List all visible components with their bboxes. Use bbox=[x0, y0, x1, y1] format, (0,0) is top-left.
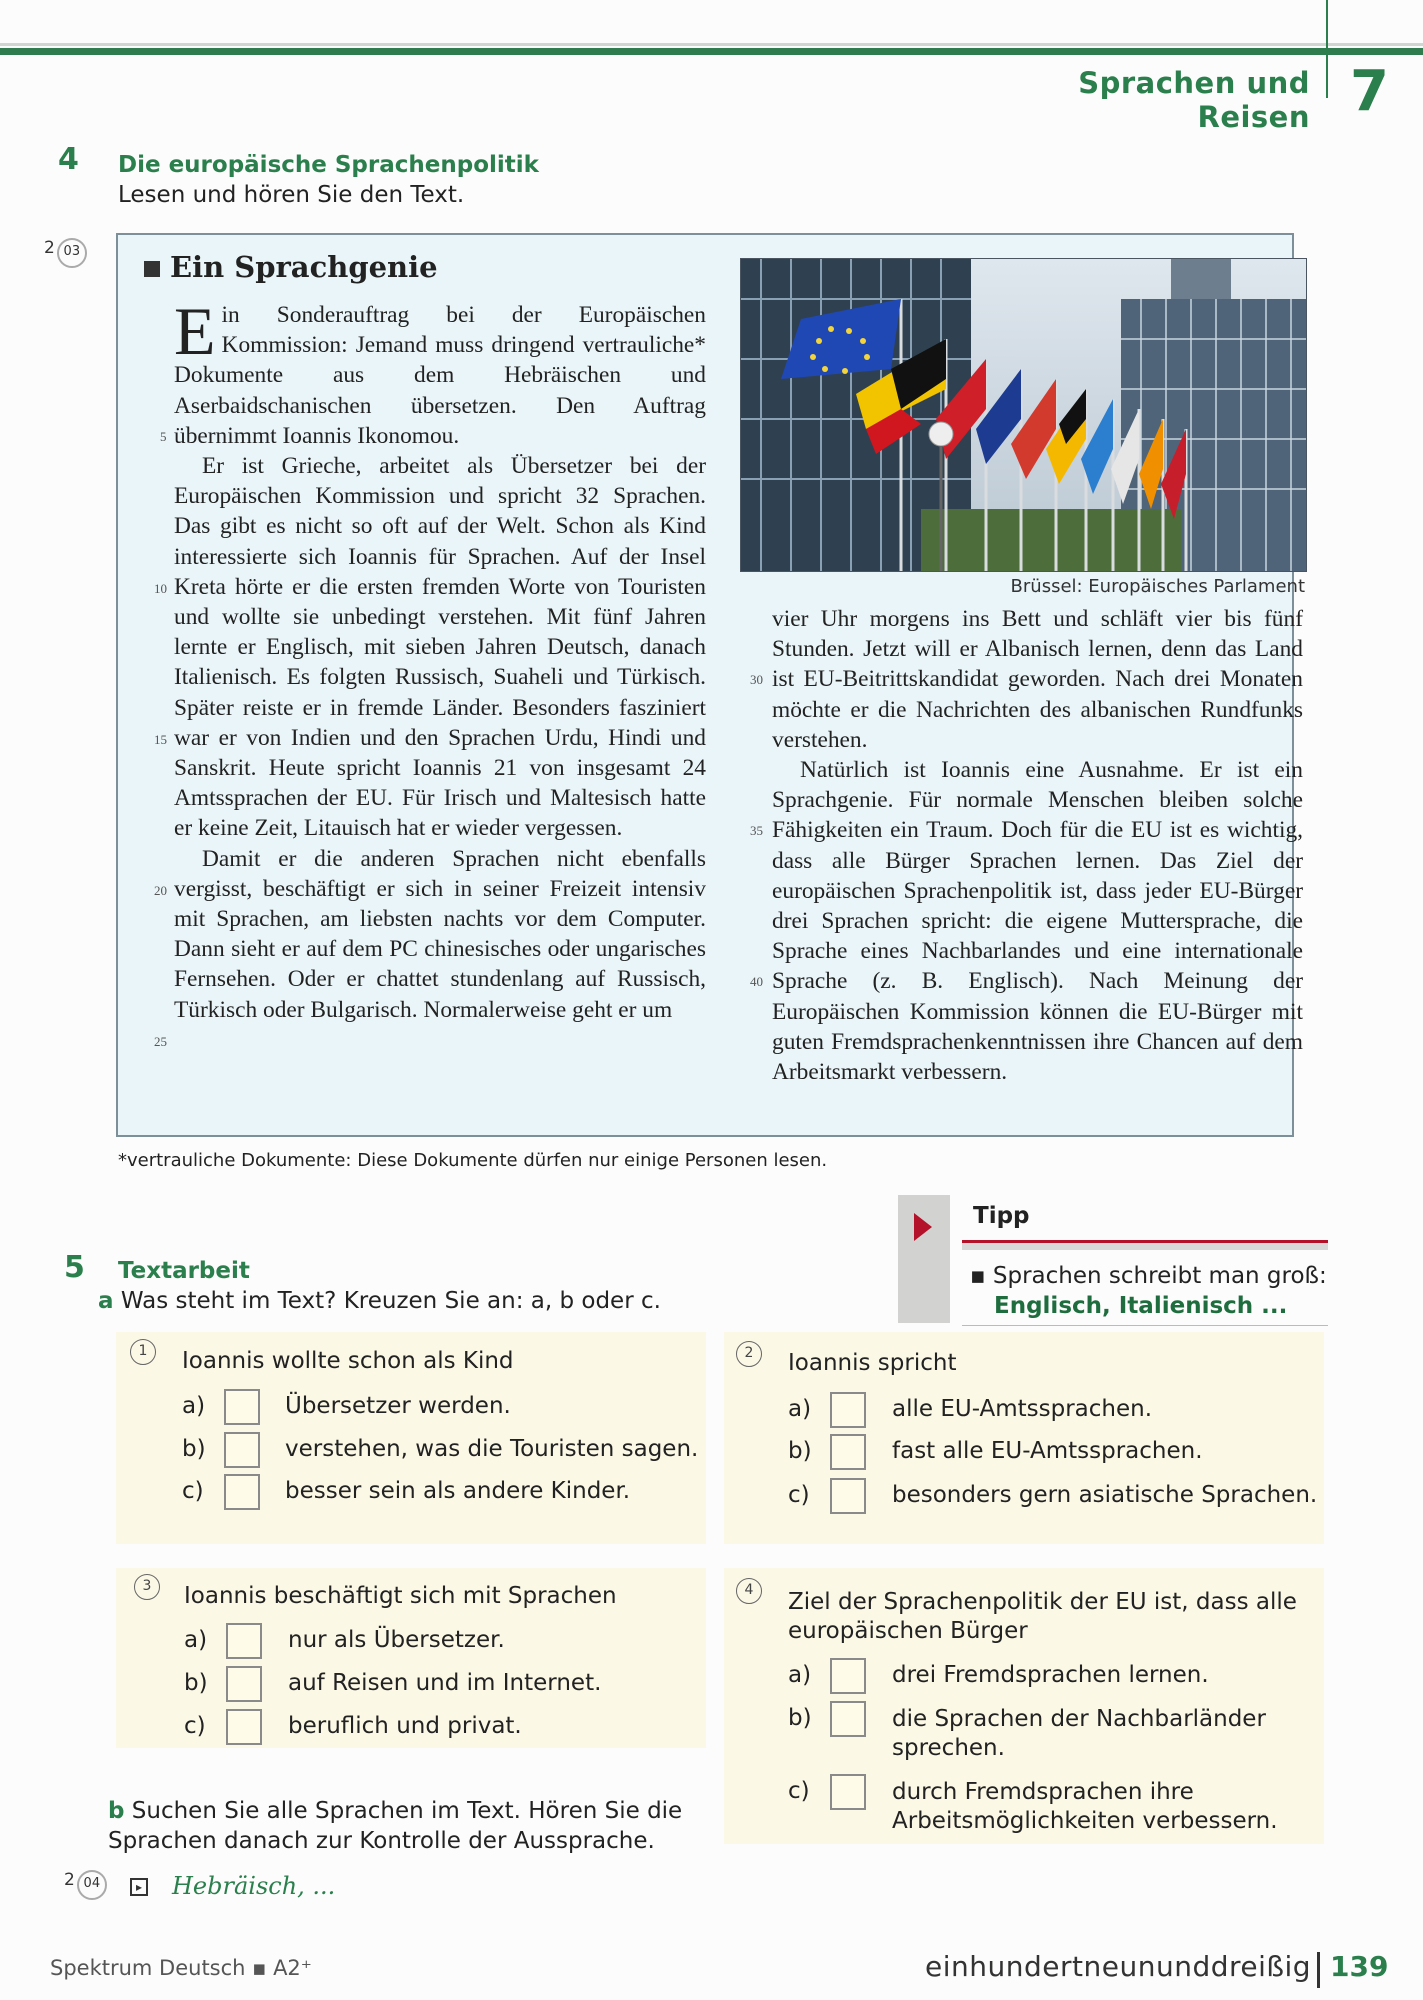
answer-checkbox[interactable] bbox=[226, 1623, 262, 1659]
question-3-stem: Ioannis beschäftigt sich mit Sprachen bbox=[184, 1583, 617, 1609]
exercise-5a-instruction: a Was steht im Text? Kreuzen Sie an: a, b oder c. bbox=[98, 1288, 661, 1314]
answer-checkbox[interactable] bbox=[830, 1658, 866, 1694]
photo-caption: Brüssel: Europäisches Parlament bbox=[1010, 576, 1305, 597]
answer-checkbox[interactable] bbox=[226, 1709, 262, 1745]
line-number: 25 bbox=[154, 1034, 167, 1049]
audio-track-2-03[interactable] bbox=[44, 238, 87, 268]
option-label: b) bbox=[184, 1670, 208, 1696]
option-label: a) bbox=[788, 1662, 812, 1688]
answer-checkbox[interactable] bbox=[224, 1474, 260, 1510]
tipp-rule bbox=[962, 1240, 1328, 1250]
option-text: drei Fremdsprachen lernen. bbox=[892, 1662, 1209, 1688]
option-text: nur als Übersetzer. bbox=[288, 1627, 505, 1653]
option-label: b) bbox=[182, 1436, 206, 1462]
question-4-stem: Ziel der Sprachenpolitik der EU ist, dass alle europäischen Bürger bbox=[788, 1589, 1297, 1644]
answer-checkbox[interactable] bbox=[830, 1478, 866, 1514]
photo-european-parliament bbox=[740, 258, 1307, 572]
line-number: 15 bbox=[154, 732, 167, 747]
exercise-4-instruction: Lesen und hören Sie den Text. bbox=[118, 182, 465, 208]
option-text: verstehen, was die Touristen sagen. bbox=[285, 1436, 699, 1462]
footnote: *vertrauliche Dokumente: Diese Dokumente dürfen nur einige Personen lesen. bbox=[118, 1150, 828, 1171]
option-label: c) bbox=[184, 1713, 206, 1739]
line-number: 20 bbox=[154, 883, 167, 898]
header-rule bbox=[0, 48, 1423, 55]
article-paragraph-5: Natürlich ist Ioannis eine Ausnahme. Er ist ein Sprachgenie. Für normale Menschen bleiben solche Fähigkeiten ein Traum. Doch für die EU ist es wichtig, dass alle Bürger Sprachen lernen. Das Ziel der europäischen Sprachenpolitik ist, dass jeder EU-Bürger drei Sprachen spricht: die eigene Muttersprache, die Sprache eines Nachbarlandes und eine internationale Sprache (z. B. Englisch). Nach Meinung der Europäischen Kommission können die EU-Bürger mit guten Fremdsprachenkenntnissen ihre Chancen auf dem Arbeitsmarkt verbessern. bbox=[772, 757, 1303, 1086]
answer-checkbox[interactable] bbox=[830, 1392, 866, 1428]
option-text: auf Reisen und im Internet. bbox=[288, 1670, 602, 1696]
option-label: b) bbox=[788, 1705, 812, 1731]
answer-checkbox[interactable] bbox=[226, 1666, 262, 1702]
article-paragraph-4: vier Uhr morgens ins Bett und schläft vier bis fünf Stunden. Jetzt will er Albanisch lernen, denn das Land ist EU-Beitrittskandidat geworden. Nach drei Monaten möchte er die Nachrichten des albanischen Rundfunks verstehen. bbox=[772, 606, 1303, 753]
bullet-icon: ▪ bbox=[970, 1263, 993, 1289]
audio-cd-number: 2 bbox=[64, 1870, 75, 1890]
footer-page-number: 139 bbox=[1330, 1950, 1389, 1983]
option-label: c) bbox=[182, 1478, 204, 1504]
line-number: 10 bbox=[154, 581, 167, 596]
audio-track-number: 04 bbox=[77, 1870, 107, 1900]
option-text: besonders gern asiatische Sprachen. bbox=[892, 1482, 1318, 1508]
line-number: 35 bbox=[750, 823, 763, 838]
photo-illustration bbox=[741, 259, 1306, 571]
tipp-examples: Englisch, Italienisch ... bbox=[994, 1293, 1288, 1319]
audio-cd-number: 2 bbox=[44, 238, 55, 258]
footer-book-title: Spektrum Deutsch ▪ A2⁺ bbox=[50, 1956, 312, 1980]
write-icon: ▸ bbox=[130, 1878, 148, 1896]
exercise-4-number: 4 bbox=[58, 142, 79, 177]
footer-divider bbox=[1317, 1952, 1320, 1988]
question-1-number: 1 bbox=[130, 1339, 156, 1365]
play-arrow-icon bbox=[914, 1213, 932, 1241]
answer-checkbox[interactable] bbox=[830, 1774, 866, 1810]
article-paragraph-2: Er ist Grieche, arbeitet als Übersetzer bei der Europäischen Kommission und spricht 32 Sprachen. Das gibt es nicht so oft auf der Welt. Schon als Kind interessierte sich Ioannis für Sprachen. Auf der Insel Kreta hörte er die ersten fremden Worte von Touristen und wollte sie unbedingt verstehen. Mit fünf Jahren lernte er Englisch, mit sieben Jahren Deutsch, danach Italienisch. Es folgten Russisch, Suaheli und Türkisch. Später reiste er in fremde Länder. Besonders fasziniert war er von Indien und den Sprachen Urdu, Hindi und Sanskrit. Heute spricht Ioannis 21 von insgesamt 24 Amtssprachen der EU. Für Irisch und Maltesisch hatte er keine Zeit, Litauisch hat er wieder vergessen. bbox=[174, 453, 706, 842]
header-rule-light bbox=[0, 43, 1423, 46]
tipp-bottom-rule bbox=[962, 1325, 1328, 1326]
exercise-5-number: 5 bbox=[64, 1250, 85, 1285]
line-number: 40 bbox=[750, 974, 763, 989]
line-number: 5 bbox=[160, 429, 167, 444]
question-3-number: 3 bbox=[134, 1574, 160, 1600]
audio-track-2-04[interactable] bbox=[64, 1870, 107, 1900]
article-paragraph-1 bbox=[174, 293, 706, 451]
article-paragraph-3: Damit er die anderen Sprachen nicht ebenfalls vergisst, beschäftigt er sich in seiner Freizeit intensiv mit Sprachen, am liebsten nachts vor dem Computer. Dann sieht er auf dem PC chinesisches oder ungarisches Fernsehen. Oder er chattet stundenlang auf Russisch, Türkisch oder Bulgarisch. Normalerweise geht er um bbox=[174, 845, 706, 1023]
answer-checkbox[interactable] bbox=[224, 1432, 260, 1468]
question-2-stem: Ioannis spricht bbox=[788, 1350, 957, 1376]
answer-checkbox[interactable] bbox=[830, 1701, 866, 1737]
tipp-text: Sprachen schreibt man groß: bbox=[992, 1263, 1327, 1289]
task-letter-b: b bbox=[108, 1798, 125, 1824]
line-number: 30 bbox=[750, 672, 763, 687]
option-label: c) bbox=[788, 1482, 810, 1508]
article-right-column bbox=[772, 604, 1303, 1087]
handwritten-example: Hebräisch, ... bbox=[172, 1872, 336, 1900]
article-left-column bbox=[174, 293, 706, 1025]
tipp-content bbox=[970, 1261, 1327, 1321]
exercise-5b-instruction: b Suchen Sie alle Sprachen im Text. Hören Sie die Sprachen danach zur Kontrolle der Aussprache. bbox=[108, 1798, 683, 1854]
audio-track-number: 03 bbox=[57, 238, 87, 268]
question-4-number: 4 bbox=[736, 1578, 762, 1604]
option-text: durch Fremdsprachen ihre Arbeitsmöglichkeiten verbessern. bbox=[892, 1779, 1278, 1834]
article-title: Ein Sprachgenie bbox=[144, 250, 438, 284]
footer-page-words: einhundertneununddreißig bbox=[925, 1950, 1312, 1983]
tipp-box bbox=[898, 1195, 1328, 1323]
option-text: alle EU-Amtssprachen. bbox=[892, 1396, 1153, 1422]
square-bullet-icon bbox=[144, 261, 160, 277]
option-text: beruflich und privat. bbox=[288, 1713, 522, 1739]
option-text: die Sprachen der Nachbarländer sprechen. bbox=[892, 1706, 1266, 1761]
option-text: fast alle EU-Amtssprachen. bbox=[892, 1438, 1203, 1464]
option-text: Übersetzer werden. bbox=[285, 1393, 511, 1419]
chapter-number: 7 bbox=[1350, 59, 1389, 124]
option-label: a) bbox=[788, 1396, 812, 1422]
option-text: besser sein als andere Kinder. bbox=[285, 1478, 631, 1504]
answer-checkbox[interactable] bbox=[830, 1434, 866, 1470]
chapter-title: Sprachen und Reisen bbox=[1078, 66, 1310, 134]
drop-cap: E bbox=[174, 293, 216, 369]
article-paragraph-1-text: in Sonderauftrag bei der Europäischen Kommission: Jemand muss dringend vertrauliche* Dokumente aus dem Hebräischen und Aserbaidschanischen übersetzen. Den Auftrag übernimmt Ioannis Ikonomou. bbox=[174, 302, 706, 449]
answer-checkbox[interactable] bbox=[224, 1389, 260, 1425]
option-label: a) bbox=[182, 1393, 206, 1419]
option-label: a) bbox=[184, 1627, 208, 1653]
option-label: c) bbox=[788, 1778, 810, 1804]
tipp-title: Tipp bbox=[973, 1203, 1030, 1229]
exercise-5-title: Textarbeit bbox=[118, 1258, 250, 1284]
task-letter-a: a bbox=[98, 1288, 114, 1314]
question-2-number: 2 bbox=[736, 1341, 762, 1367]
question-1-stem: Ioannis wollte schon als Kind bbox=[182, 1348, 514, 1374]
exercise-4-title: Die europäische Sprachenpolitik bbox=[118, 152, 539, 178]
option-label: b) bbox=[788, 1438, 812, 1464]
header-divider bbox=[1326, 0, 1328, 98]
